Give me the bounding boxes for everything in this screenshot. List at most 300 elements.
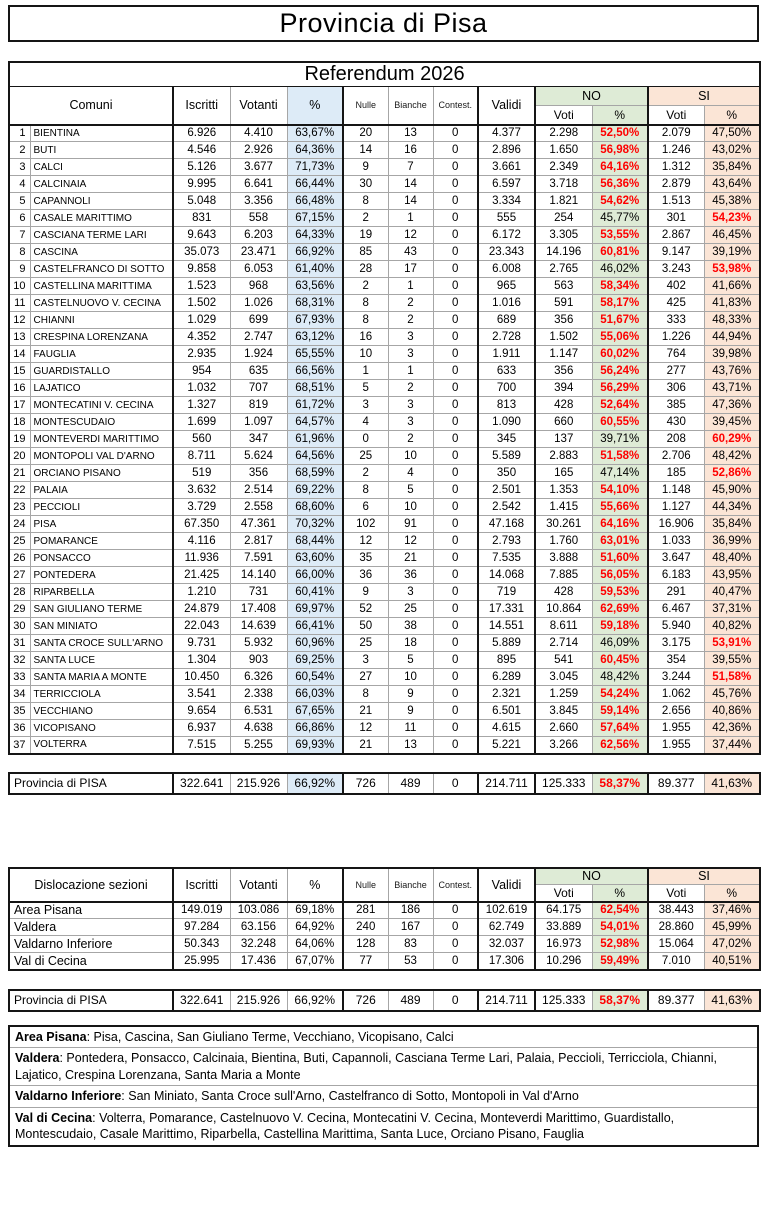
value-cell: 0 bbox=[433, 329, 478, 346]
value-cell: 97.284 bbox=[173, 919, 230, 936]
value-cell: 67.350 bbox=[173, 516, 230, 533]
no-percent-cell: 55,06% bbox=[592, 329, 648, 346]
comune-row bbox=[9, 193, 760, 210]
turnout-percent-cell: 70,32% bbox=[287, 516, 343, 533]
turnout-percent-cell: 63,12% bbox=[287, 329, 343, 346]
col-header-contest: Contest. bbox=[433, 868, 478, 902]
row-label: PECCIOLI bbox=[30, 499, 173, 516]
row-number: 24 bbox=[9, 516, 30, 533]
no-percent-cell: 47,14% bbox=[592, 465, 648, 482]
value-cell: 10 bbox=[343, 346, 388, 363]
si-percent-cell: 45,99% bbox=[704, 919, 760, 936]
value-cell: 489 bbox=[388, 990, 433, 1011]
row-label: CALCI bbox=[30, 159, 173, 176]
col-header-turnout-percent: % bbox=[287, 868, 343, 902]
value-cell: 6.172 bbox=[478, 227, 535, 244]
si-percent-cell: 39,45% bbox=[704, 414, 760, 431]
si-percent-cell: 35,84% bbox=[704, 516, 760, 533]
value-cell: 5.940 bbox=[648, 618, 704, 635]
no-percent-cell: 56,98% bbox=[592, 142, 648, 159]
value-cell: 12 bbox=[343, 533, 388, 550]
value-cell: 2.896 bbox=[478, 142, 535, 159]
value-cell: 385 bbox=[648, 397, 704, 414]
value-cell: 560 bbox=[173, 431, 230, 448]
value-cell: 2 bbox=[388, 380, 433, 397]
col-header-nulle: Nulle bbox=[343, 868, 388, 902]
value-cell: 6.008 bbox=[478, 261, 535, 278]
value-cell: 3 bbox=[388, 584, 433, 601]
value-cell: 8 bbox=[343, 193, 388, 210]
row-number: 11 bbox=[9, 295, 30, 312]
no-percent-cell: 48,42% bbox=[592, 669, 648, 686]
value-cell: 214.711 bbox=[478, 773, 535, 794]
value-cell: 5.255 bbox=[230, 737, 287, 754]
value-cell: 11.936 bbox=[173, 550, 230, 567]
value-cell: 3.541 bbox=[173, 686, 230, 703]
value-cell: 167 bbox=[388, 919, 433, 936]
row-number: 13 bbox=[9, 329, 30, 346]
si-percent-cell: 43,95% bbox=[704, 567, 760, 584]
value-cell: 558 bbox=[230, 210, 287, 227]
value-cell: 7.885 bbox=[535, 567, 592, 584]
col-header-si-percent: % bbox=[704, 106, 760, 125]
value-cell: 3.244 bbox=[648, 669, 704, 686]
row-label: VECCHIANO bbox=[30, 703, 173, 720]
province-totals-row bbox=[8, 989, 761, 1012]
value-cell: 0 bbox=[433, 431, 478, 448]
value-cell: 6.937 bbox=[173, 720, 230, 737]
si-percent-cell: 54,23% bbox=[704, 210, 760, 227]
comune-row bbox=[9, 448, 760, 465]
value-cell: 9.858 bbox=[173, 261, 230, 278]
row-label: MONTOPOLI VAL D'ARNO bbox=[30, 448, 173, 465]
value-cell: 1 bbox=[388, 278, 433, 295]
turnout-percent-cell: 63,56% bbox=[287, 278, 343, 295]
value-cell: 903 bbox=[230, 652, 287, 669]
value-cell: 0 bbox=[433, 953, 478, 970]
no-percent-cell: 62,56% bbox=[592, 737, 648, 754]
row-label: CASTELLINA MARITTIMA bbox=[30, 278, 173, 295]
value-cell: 1.327 bbox=[173, 397, 230, 414]
value-cell: 0 bbox=[433, 142, 478, 159]
value-cell: 2.558 bbox=[230, 499, 287, 516]
totals-row bbox=[9, 773, 760, 794]
value-cell: 700 bbox=[478, 380, 535, 397]
comune-row bbox=[9, 380, 760, 397]
value-cell: 8 bbox=[343, 686, 388, 703]
row-number: 12 bbox=[9, 312, 30, 329]
row-number: 29 bbox=[9, 601, 30, 618]
value-cell: 3.647 bbox=[648, 550, 704, 567]
si-percent-cell: 39,55% bbox=[704, 652, 760, 669]
row-number: 34 bbox=[9, 686, 30, 703]
si-percent-cell: 37,31% bbox=[704, 601, 760, 618]
value-cell: 28.860 bbox=[648, 919, 704, 936]
value-cell: 2 bbox=[388, 431, 433, 448]
value-cell: 3.718 bbox=[535, 176, 592, 193]
value-cell: 165 bbox=[535, 465, 592, 482]
turnout-percent-cell: 67,65% bbox=[287, 703, 343, 720]
row-number: 3 bbox=[9, 159, 30, 176]
col-header-contest: Contest. bbox=[433, 87, 478, 125]
row-label: CASALE MARITTIMO bbox=[30, 210, 173, 227]
value-cell: 1.259 bbox=[535, 686, 592, 703]
value-cell: 21 bbox=[388, 550, 433, 567]
value-cell: 47.361 bbox=[230, 516, 287, 533]
value-cell: 17 bbox=[388, 261, 433, 278]
value-cell: 4.352 bbox=[173, 329, 230, 346]
value-cell: 2.926 bbox=[230, 142, 287, 159]
value-cell: 20 bbox=[343, 125, 388, 142]
value-cell: 0 bbox=[433, 482, 478, 499]
value-cell: 21 bbox=[343, 737, 388, 754]
value-cell: 4.546 bbox=[173, 142, 230, 159]
row-label: POMARANCE bbox=[30, 533, 173, 550]
no-percent-cell: 59,53% bbox=[592, 584, 648, 601]
row-label: PONTEDERA bbox=[30, 567, 173, 584]
value-cell: 322.641 bbox=[173, 990, 230, 1011]
no-percent-cell: 51,60% bbox=[592, 550, 648, 567]
turnout-percent-cell: 66,41% bbox=[287, 618, 343, 635]
turnout-percent-cell: 66,00% bbox=[287, 567, 343, 584]
si-percent-cell: 45,38% bbox=[704, 193, 760, 210]
value-cell: 64,92% bbox=[287, 919, 343, 936]
no-percent-cell: 60,45% bbox=[592, 652, 648, 669]
value-cell: 0 bbox=[433, 652, 478, 669]
value-cell: 17.436 bbox=[230, 953, 287, 970]
value-cell: 5.589 bbox=[478, 448, 535, 465]
value-cell: 1.029 bbox=[173, 312, 230, 329]
no-percent-cell: 56,24% bbox=[592, 363, 648, 380]
turnout-percent-cell: 64,33% bbox=[287, 227, 343, 244]
row-number: 37 bbox=[9, 737, 30, 754]
col-header-dislocazione: Dislocazione sezioni bbox=[9, 868, 173, 902]
value-cell: 0 bbox=[433, 380, 478, 397]
value-cell: 0 bbox=[433, 902, 478, 919]
col-group-no: NO bbox=[535, 868, 648, 885]
value-cell: 1.210 bbox=[173, 584, 230, 601]
value-cell: 35 bbox=[343, 550, 388, 567]
value-cell: 3 bbox=[388, 414, 433, 431]
value-cell: 186 bbox=[388, 902, 433, 919]
row-number: 15 bbox=[9, 363, 30, 380]
row-label: BIENTINA bbox=[30, 125, 173, 142]
page-title: Provincia di Pisa bbox=[8, 5, 759, 42]
si-percent-cell: 46,45% bbox=[704, 227, 760, 244]
value-cell: 2 bbox=[343, 210, 388, 227]
no-percent-cell: 58,37% bbox=[592, 990, 648, 1011]
value-cell: 0 bbox=[433, 125, 478, 142]
value-cell: 0 bbox=[433, 227, 478, 244]
value-cell: 28 bbox=[343, 261, 388, 278]
table-title: Referendum 2026 bbox=[9, 62, 760, 87]
comune-row bbox=[9, 244, 760, 261]
value-cell: 13 bbox=[388, 737, 433, 754]
value-cell: 356 bbox=[230, 465, 287, 482]
legend-area-comuni: : Pontedera, Ponsacco, Calcinaia, Bientina, Buti, Capannoli, Casciana Terme Lari, Palaia, Peccioli, Terricciola, Chianni, Lajatico, Crespina Lorenzana, Santa Maria a Monte bbox=[15, 1051, 718, 1082]
si-percent-cell: 40,51% bbox=[704, 953, 760, 970]
value-cell: 1.821 bbox=[535, 193, 592, 210]
value-cell: 1.955 bbox=[648, 720, 704, 737]
value-cell: 1.699 bbox=[173, 414, 230, 431]
value-cell: 3.888 bbox=[535, 550, 592, 567]
value-cell: 10 bbox=[388, 448, 433, 465]
no-percent-cell: 56,05% bbox=[592, 567, 648, 584]
value-cell: 0 bbox=[433, 193, 478, 210]
value-cell: 215.926 bbox=[230, 773, 287, 794]
value-cell: 356 bbox=[535, 363, 592, 380]
no-percent-cell: 52,98% bbox=[592, 936, 648, 953]
col-header-no-percent: % bbox=[592, 106, 648, 125]
row-label: PONSACCO bbox=[30, 550, 173, 567]
turnout-percent-cell: 66,56% bbox=[287, 363, 343, 380]
row-label: SANTA LUCE bbox=[30, 652, 173, 669]
value-cell: 0 bbox=[433, 584, 478, 601]
value-cell: 10.296 bbox=[535, 953, 592, 970]
no-percent-cell: 64,16% bbox=[592, 159, 648, 176]
si-percent-cell: 47,36% bbox=[704, 397, 760, 414]
row-label: CALCINAIA bbox=[30, 176, 173, 193]
row-label: SANTA CROCE SULL'ARNO bbox=[30, 635, 173, 652]
value-cell: 831 bbox=[173, 210, 230, 227]
value-cell: 21 bbox=[343, 703, 388, 720]
value-cell: 402 bbox=[648, 278, 704, 295]
row-label: MONTEVERDI MARITTIMO bbox=[30, 431, 173, 448]
value-cell: 1.523 bbox=[173, 278, 230, 295]
value-cell: 5.932 bbox=[230, 635, 287, 652]
value-cell: 14.639 bbox=[230, 618, 287, 635]
value-cell: 4 bbox=[388, 465, 433, 482]
col-group-si: SI bbox=[648, 868, 760, 885]
row-number: 26 bbox=[9, 550, 30, 567]
legend-entry bbox=[10, 1085, 757, 1107]
value-cell: 1.226 bbox=[648, 329, 704, 346]
value-cell: 1 bbox=[343, 363, 388, 380]
value-cell: 3.243 bbox=[648, 261, 704, 278]
no-percent-cell: 59,18% bbox=[592, 618, 648, 635]
no-percent-cell: 51,58% bbox=[592, 448, 648, 465]
value-cell: 699 bbox=[230, 312, 287, 329]
value-cell: 25 bbox=[343, 635, 388, 652]
row-label: CASTELNUOVO V. CECINA bbox=[30, 295, 173, 312]
value-cell: 0 bbox=[433, 550, 478, 567]
value-cell: 14 bbox=[343, 142, 388, 159]
value-cell: 965 bbox=[478, 278, 535, 295]
value-cell: 64,06% bbox=[287, 936, 343, 953]
comune-row bbox=[9, 703, 760, 720]
row-number: 17 bbox=[9, 397, 30, 414]
row-number: 10 bbox=[9, 278, 30, 295]
row-number: 36 bbox=[9, 720, 30, 737]
value-cell: 185 bbox=[648, 465, 704, 482]
value-cell: 4.410 bbox=[230, 125, 287, 142]
comune-row bbox=[9, 533, 760, 550]
no-percent-cell: 58,17% bbox=[592, 295, 648, 312]
turnout-percent-cell: 66,92% bbox=[287, 773, 343, 794]
value-cell: 813 bbox=[478, 397, 535, 414]
row-number: 31 bbox=[9, 635, 30, 652]
no-percent-cell: 45,77% bbox=[592, 210, 648, 227]
value-cell: 3 bbox=[343, 652, 388, 669]
value-cell: 10 bbox=[388, 669, 433, 686]
value-cell: 14 bbox=[388, 176, 433, 193]
turnout-percent-cell: 60,54% bbox=[287, 669, 343, 686]
value-cell: 0 bbox=[433, 278, 478, 295]
value-cell: 425 bbox=[648, 295, 704, 312]
row-label: CASCINA bbox=[30, 244, 173, 261]
province-totals-row bbox=[8, 772, 761, 795]
comune-row bbox=[9, 584, 760, 601]
value-cell: 53 bbox=[388, 953, 433, 970]
value-cell: 345 bbox=[478, 431, 535, 448]
value-cell: 9.995 bbox=[173, 176, 230, 193]
turnout-percent-cell: 66,03% bbox=[287, 686, 343, 703]
value-cell: 3.845 bbox=[535, 703, 592, 720]
row-number: 7 bbox=[9, 227, 30, 244]
value-cell: 726 bbox=[343, 773, 388, 794]
value-cell: 2.867 bbox=[648, 227, 704, 244]
value-cell: 4.615 bbox=[478, 720, 535, 737]
value-cell: 819 bbox=[230, 397, 287, 414]
turnout-percent-cell: 63,67% bbox=[287, 125, 343, 142]
value-cell: 8 bbox=[343, 482, 388, 499]
si-percent-cell: 43,71% bbox=[704, 380, 760, 397]
value-cell: 1.312 bbox=[648, 159, 704, 176]
legend-area-comuni: : Volterra, Pomarance, Castelnuovo V. Cecina, Montecatini V. Cecina, Monteverdi Marittimo, Guardistallo, Montescudaio, Casale Marittimo, Riparbella, Castellina Marittima, Santa Luce, Orciano Pisano, Fauglia bbox=[15, 1110, 675, 1141]
no-percent-cell: 59,49% bbox=[592, 953, 648, 970]
value-cell: 660 bbox=[535, 414, 592, 431]
no-percent-cell: 56,36% bbox=[592, 176, 648, 193]
row-label: Provincia di PISA bbox=[14, 776, 107, 790]
comune-row bbox=[9, 176, 760, 193]
row-label: BUTI bbox=[30, 142, 173, 159]
value-cell: 354 bbox=[648, 652, 704, 669]
value-cell: 17.408 bbox=[230, 601, 287, 618]
col-header-votanti: Votanti bbox=[230, 87, 287, 125]
value-cell: 0 bbox=[433, 261, 478, 278]
value-cell: 1 bbox=[388, 210, 433, 227]
si-percent-cell: 41,63% bbox=[704, 990, 760, 1011]
value-cell: 0 bbox=[433, 567, 478, 584]
comune-row bbox=[9, 652, 760, 669]
turnout-percent-cell: 69,22% bbox=[287, 482, 343, 499]
si-percent-cell: 53,91% bbox=[704, 635, 760, 652]
comune-row bbox=[9, 210, 760, 227]
value-cell: 16.973 bbox=[535, 936, 592, 953]
value-cell: 0 bbox=[433, 295, 478, 312]
comune-row bbox=[9, 635, 760, 652]
value-cell: 38.443 bbox=[648, 902, 704, 919]
value-cell: 27 bbox=[343, 669, 388, 686]
value-cell: 333 bbox=[648, 312, 704, 329]
value-cell: 707 bbox=[230, 380, 287, 397]
totals-row bbox=[9, 990, 760, 1011]
value-cell: 591 bbox=[535, 295, 592, 312]
si-percent-cell: 60,29% bbox=[704, 431, 760, 448]
col-header-iscritti: Iscritti bbox=[173, 87, 230, 125]
turnout-percent-cell: 66,92% bbox=[287, 244, 343, 261]
value-cell: 16 bbox=[388, 142, 433, 159]
row-number: 25 bbox=[9, 533, 30, 550]
value-cell: 4.116 bbox=[173, 533, 230, 550]
value-cell: 1.147 bbox=[535, 346, 592, 363]
row-number: 28 bbox=[9, 584, 30, 601]
legend-area-name: Area Pisana bbox=[15, 1029, 87, 1044]
value-cell: 1.415 bbox=[535, 499, 592, 516]
value-cell: 2.714 bbox=[535, 635, 592, 652]
value-cell: 968 bbox=[230, 278, 287, 295]
comune-row bbox=[9, 737, 760, 754]
no-percent-cell: 54,10% bbox=[592, 482, 648, 499]
comune-row bbox=[9, 261, 760, 278]
value-cell: 89.377 bbox=[648, 773, 704, 794]
value-cell: 6.289 bbox=[478, 669, 535, 686]
value-cell: 1.026 bbox=[230, 295, 287, 312]
comune-row bbox=[9, 278, 760, 295]
value-cell: 91 bbox=[388, 516, 433, 533]
col-header-nulle: Nulle bbox=[343, 87, 388, 125]
value-cell: 125.333 bbox=[535, 990, 592, 1011]
value-cell: 12 bbox=[343, 720, 388, 737]
value-cell: 0 bbox=[433, 465, 478, 482]
row-label: PALAIA bbox=[30, 482, 173, 499]
value-cell: 954 bbox=[173, 363, 230, 380]
si-percent-cell: 47,02% bbox=[704, 936, 760, 953]
value-cell: 2.660 bbox=[535, 720, 592, 737]
si-percent-cell: 48,33% bbox=[704, 312, 760, 329]
value-cell: 764 bbox=[648, 346, 704, 363]
value-cell: 215.926 bbox=[230, 990, 287, 1011]
row-number: 21 bbox=[9, 465, 30, 482]
section-row bbox=[9, 936, 760, 953]
row-label: CHIANNI bbox=[30, 312, 173, 329]
value-cell: 2.765 bbox=[535, 261, 592, 278]
turnout-percent-cell: 66,44% bbox=[287, 176, 343, 193]
value-cell: 2.883 bbox=[535, 448, 592, 465]
turnout-percent-cell: 67,15% bbox=[287, 210, 343, 227]
value-cell: 2.338 bbox=[230, 686, 287, 703]
value-cell: 2.706 bbox=[648, 448, 704, 465]
si-percent-cell: 42,36% bbox=[704, 720, 760, 737]
value-cell: 125.333 bbox=[535, 773, 592, 794]
value-cell: 0 bbox=[433, 414, 478, 431]
value-cell: 25 bbox=[388, 601, 433, 618]
col-header-iscritti: Iscritti bbox=[173, 868, 230, 902]
no-percent-cell: 58,37% bbox=[592, 773, 648, 794]
value-cell: 10.450 bbox=[173, 669, 230, 686]
no-percent-cell: 62,54% bbox=[592, 902, 648, 919]
value-cell: 36 bbox=[388, 567, 433, 584]
si-percent-cell: 45,90% bbox=[704, 482, 760, 499]
row-label: VICOPISANO bbox=[30, 720, 173, 737]
value-cell: 0 bbox=[433, 720, 478, 737]
value-cell: 6.326 bbox=[230, 669, 287, 686]
value-cell: 2 bbox=[343, 278, 388, 295]
row-number: 30 bbox=[9, 618, 30, 635]
value-cell: 5 bbox=[388, 482, 433, 499]
row-label: MONTESCUDAIO bbox=[30, 414, 173, 431]
no-percent-cell: 55,66% bbox=[592, 499, 648, 516]
row-number: 4 bbox=[9, 176, 30, 193]
col-header-no-voti: Voti bbox=[535, 885, 592, 902]
no-percent-cell: 52,50% bbox=[592, 125, 648, 142]
row-label: Area Pisana bbox=[14, 903, 83, 918]
value-cell: 6.926 bbox=[173, 125, 230, 142]
value-cell: 2.817 bbox=[230, 533, 287, 550]
value-cell: 3.661 bbox=[478, 159, 535, 176]
value-cell: 428 bbox=[535, 584, 592, 601]
legend-area-name: Valdera bbox=[15, 1051, 60, 1065]
